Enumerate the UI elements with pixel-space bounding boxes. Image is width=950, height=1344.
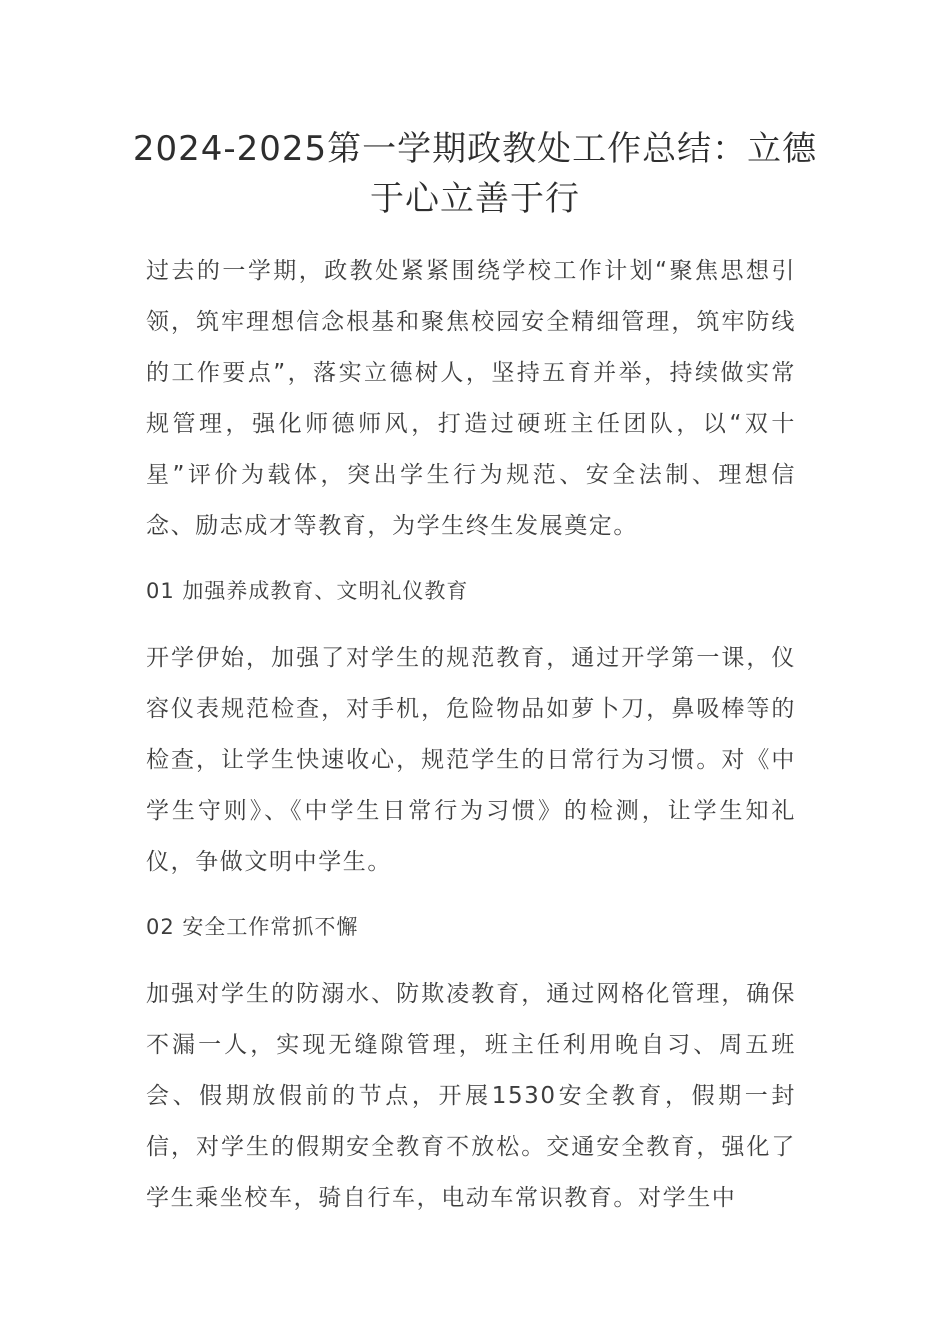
- document-body: [146, 246, 796, 1224]
- section-heading-2: 02 安全工作常抓不懈: [146, 915, 359, 939]
- section-paragraph-1: 开学伊始，加强了对学生的规范教育，通过开学第一课，仪容仪表规范检查，对手机，危险物品如萝卜刀，鼻吸棒等的检查，让学生快速收心，规范学生的日常行为习惯。对《中学生守则》、《中学生日常行为习惯》的检测，让学生知礼仪，争做文明中学生。: [146, 645, 796, 875]
- section-heading-1: 01 加强养成教育、文明礼仪教育: [146, 579, 469, 603]
- title-line-1: 2024-2025第一学期政教处工作总结：立德: [132, 129, 818, 169]
- section-paragraph-2: 加强对学生的防溺水、防欺凌教育，通过网格化管理，确保不漏一人，实现无缝隙管理，班主任利用晚自习、周五班会、假期放假前的节点，开展1530安全教育，假期一封信，对学生的假期安全教育不放松。交通安全教育，强化了学生乘坐校车，骑自行车，电动车常识教育。对学生中: [146, 981, 796, 1211]
- intro-paragraph: 过去的一学期，政教处紧紧围绕学校工作计划“聚焦思想引领，筑牢理想信念根基和聚焦校园安全精细管理，筑牢防线的工作要点”，落实立德树人，坚持五育并举，持续做实常规管理，强化师德师风，打造过硬班主任团队，以“双十星”评价为载体，突出学生行为规范、安全法制、理想信念、励志成才等教育，为学生终生发展奠定。: [146, 258, 796, 539]
- title-line-2: 于心立善于行: [370, 179, 580, 219]
- document-title: [120, 124, 830, 224]
